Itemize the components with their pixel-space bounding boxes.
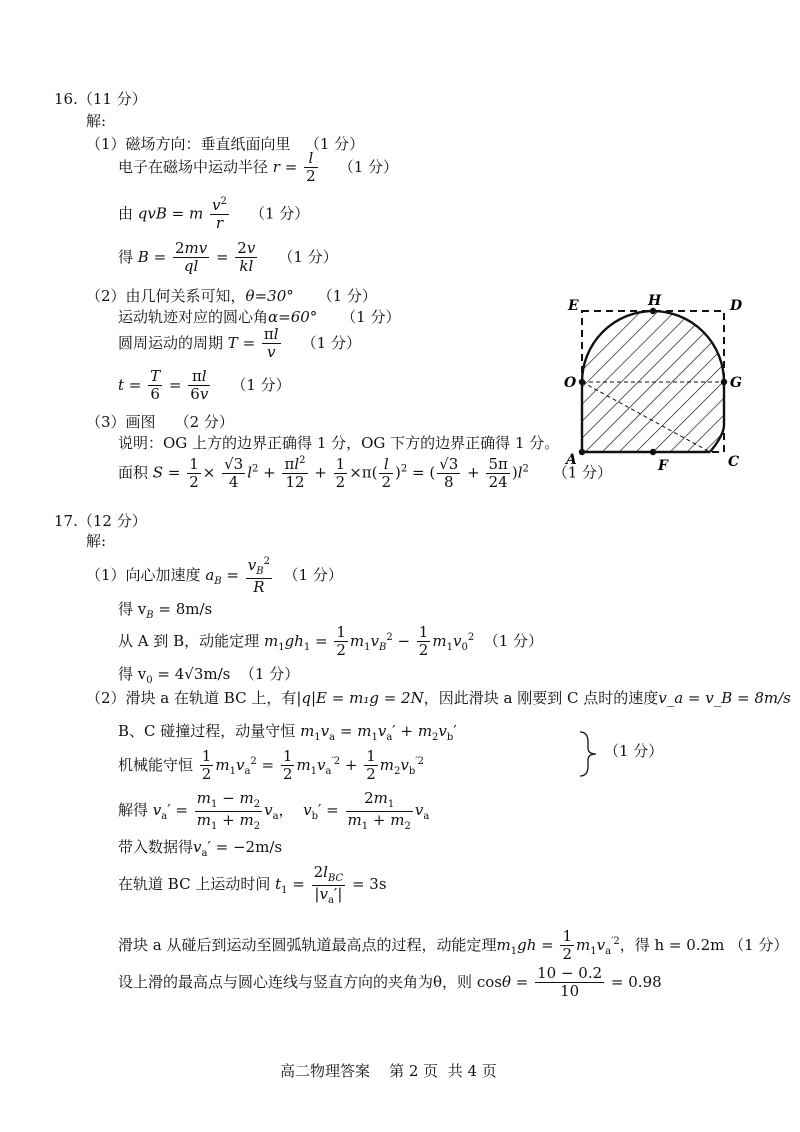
- q16-period-line: 圆周运动的周期 T = $\frac{\pi l}{v}$ （1 分）: [118, 325, 361, 362]
- q16-area-text: 面积: [118, 463, 149, 482]
- q17-energy-line: 机械能守恒 $\frac{1}{2}$ $m_1v_a^2$ = $\frac{1}{2}$ $m_1v_a^{'2}$ + $\frac{1}{2}$ $m_2v_b^{'2}$: [118, 747, 424, 784]
- formula-pi-l-over-6v: $\frac{\pi l}{6v}$: [190, 367, 209, 404]
- q17-part2: [86, 689, 791, 707]
- page-footer: 高二物理答案 第 2 页 共 4 页: [280, 1062, 497, 1080]
- q16-radius-score: （1 分）: [338, 157, 399, 176]
- q16-part2: [86, 287, 377, 305]
- formula-l-over-2: $\frac{l}{2}$: [306, 149, 316, 186]
- q17-slide-line: 滑块 a 从碰后到运动至圆弧轨道最高点的过程，动能定理$m_1gh$ = $\frac{1}{2}$ $m_1v_a^{'2}$，得 h = 0.2m （1 分）: [118, 927, 789, 964]
- q16-p3-label: （3）画图: [86, 413, 156, 431]
- q16-area-line: 面积 S = $\frac{1}{2}$ × $\frac{√3}{4}$ $l^2$ + $\frac{\pi l^2}{12}$ + $\frac{1}{2}$ ×π( $\frac{l}{2}$ )$^2$ = ( $\frac{√3}{8}$ + $\frac{5\pi}{24}$ )$l^2$ （1 分）: [118, 454, 613, 492]
- formula-vb2-over-R: $\frac{v_B^2}{R}$: [247, 556, 270, 596]
- q16-from-line: 由 qvB = m $\frac{v^2}{r}$ （1 分）: [118, 196, 310, 233]
- q16-center-angle-score: （1 分）: [341, 308, 401, 326]
- q17-p1-text: （1）向心加速度: [86, 565, 201, 584]
- label-E: E: [568, 298, 579, 314]
- label-G: G: [730, 375, 742, 391]
- right-brace: [578, 730, 600, 778]
- q17-vb-line: 得 $v_B = 8m/s$: [118, 600, 213, 621]
- formula-2mv-over-ql: $\frac{2mv}{ql}$: [174, 239, 208, 276]
- label-A: A: [566, 452, 577, 468]
- q16-center-angle-text: 运动轨迹对应的圆心角: [118, 308, 269, 326]
- q16-header: 16.（11 分）: [54, 90, 147, 108]
- q17-ab-score: （1 分）: [483, 631, 544, 650]
- q17-time-val: = 3s: [351, 875, 387, 893]
- q16-de-score: （1 分）: [278, 247, 338, 266]
- q17-solve-line: 解得 $v_a'$ = $\frac{m_1 - m_2}{m_1 + m_2}$ $v_a$， $v_b'$ = $\frac{2m_1}{m_1 + m_2}$ $v_a$: [118, 789, 430, 832]
- q16-note: 说明：OG 上方的边界正确得 1 分，OG 下方的边界正确得 1 分。: [118, 434, 560, 452]
- q16-p1-score: （1 分）: [304, 135, 365, 153]
- trajectory-figure: [560, 290, 750, 480]
- q17-solve-text: 解得: [118, 801, 149, 819]
- q17-angle-val: = 0.98: [610, 972, 662, 991]
- q17-collision-text: B、C 碰撞过程，动量守恒: [118, 722, 296, 740]
- q17-ab-text: 从 A 到 B，动能定理: [118, 631, 260, 650]
- q16-period-text: 圆周运动的周期: [118, 333, 224, 352]
- q17-part1: （1）向心加速度 $a_B$ = $\frac{v_B^2}{R}$ （1 分）: [86, 556, 343, 596]
- label-H: H: [648, 293, 662, 309]
- q16-p2-score: （1 分）: [317, 287, 377, 305]
- q17-p2-text3: v_a = v_B = 8m/s: [658, 689, 791, 707]
- formula-v2-over-r: $\frac{v^2}{r}$: [212, 196, 227, 233]
- q17-energy-text: 机械能守恒: [118, 755, 194, 774]
- q16-center-angle: [118, 308, 400, 326]
- label-D: D: [730, 298, 743, 314]
- q17-substitute-text: 带入数据得: [118, 838, 194, 856]
- q17-angle-text: 设上滑的最高点与圆心连线与竖直方向的夹角为θ，则: [118, 972, 473, 991]
- q17-time-text: 在轨道 BC 上运动时间: [118, 875, 271, 893]
- q17-vb-result: 得 v: [118, 600, 147, 618]
- q16-radius-text: 电子在磁场中运动半径: [118, 157, 269, 176]
- q16-t-score: （1 分）: [231, 375, 291, 394]
- q17-ab-line: 从 A 到 B，动能定理 $m_1gh_1$ = $\frac{1}{2}$ $m_1v_B^2$ − $\frac{1}{2}$ $m_1v_0^2$ （1 分）: [118, 623, 544, 660]
- formula-cos-theta: $\frac{10 - 0.2}{10}$: [537, 964, 603, 1001]
- q17-p2-text2: ，因此滑块 a 刚要到 C 点时的速度: [423, 689, 659, 707]
- q16-jie: 解:: [86, 112, 107, 130]
- q17-p1-score: （1 分）: [283, 565, 343, 584]
- q16-de-line: 得 B = $\frac{2mv}{ql}$ = $\frac{2v}{kl}$ （1 分）: [118, 239, 338, 276]
- q17-p2-text1: （2）滑块 a 在轨道 BC 上，有: [86, 689, 297, 707]
- q16-p1-label: （1）磁场方向：垂直纸面向里: [86, 135, 291, 153]
- q17-substitute-val: = −2m/s: [215, 838, 283, 856]
- formula-2lbc-over-va: $\frac{2l_{BC}}{|v_a'|}$: [313, 863, 344, 906]
- q17-slide-text: 滑块 a 从碰后到运动至圆弧轨道最高点的过程，动能定理: [118, 935, 497, 954]
- q17-substitute-line: 带入数据得$v_a' = -2m/s$: [118, 838, 283, 859]
- q16-radius-line: 电子在磁场中运动半径 r = $\frac{l}{2}$ （1 分）: [118, 149, 399, 186]
- q16-period-score: （1 分）: [301, 333, 361, 352]
- q17-slide-score: （1 分）: [729, 935, 789, 954]
- q17-p2-eq: |q|E = m₁g = 2N: [296, 689, 424, 707]
- q17-vb-value: = 8m/s: [153, 600, 213, 618]
- q17-angle-line: 设上滑的最高点与圆心连线与竖直方向的夹角为θ，则 cosθ = $\frac{10 - 0.2}{10}$ = 0.98: [118, 964, 662, 1001]
- label-O: O: [564, 375, 577, 391]
- q17-time-line: 在轨道 BC 上运动时间 $t_1$ = $\frac{2l_{BC}}{|v_a'|}$ = 3s: [118, 863, 387, 906]
- label-C: C: [728, 454, 740, 470]
- q17-v0-score: （1 分）: [239, 665, 300, 683]
- q17-v0-text: 得 v: [118, 665, 147, 683]
- q17-jie: 解:: [86, 532, 107, 550]
- q16-from-text: 由: [118, 204, 134, 223]
- formula-pi-l-over-v: $\frac{\pi l}{v}$: [263, 325, 279, 362]
- q16-center-angle-val: α=60°: [268, 308, 318, 326]
- formula-2v-over-kl: $\frac{2v}{kl}$: [237, 239, 256, 276]
- q17-collision-line: B、C 碰撞过程，动量守恒 $m_1v_a = m_1v_a' + m_2v_b'$: [118, 722, 457, 743]
- q17-header: 17.（12 分）: [54, 512, 147, 530]
- q16-de-text: 得: [118, 247, 134, 266]
- q17-slide-result: ，得 h = 0.2m: [619, 935, 725, 954]
- q16-from-score: （1 分）: [249, 204, 310, 223]
- q16-p2-label: （2）由几何关系可知，: [86, 287, 246, 305]
- q17-v0-value: = 4√3m/s: [152, 665, 231, 683]
- q16-part3: [86, 413, 234, 431]
- label-F: F: [658, 458, 668, 474]
- q16-p2-theta: θ=30°: [245, 287, 294, 305]
- q17-v0-line: 得 $v_0 = 4√3m/s$ （1 分）: [118, 665, 300, 686]
- q16-p3-score: （2 分）: [174, 413, 234, 431]
- q17-bracket-score: （1 分）: [604, 742, 664, 760]
- q16-t-line: t = $\frac{T}{6}$ = $\frac{\pi l}{6v}$ （1 分）: [118, 367, 291, 404]
- q16-area-score: （1 分）: [552, 463, 613, 482]
- formula-T-over-6: $\frac{T}{6}$: [150, 367, 161, 404]
